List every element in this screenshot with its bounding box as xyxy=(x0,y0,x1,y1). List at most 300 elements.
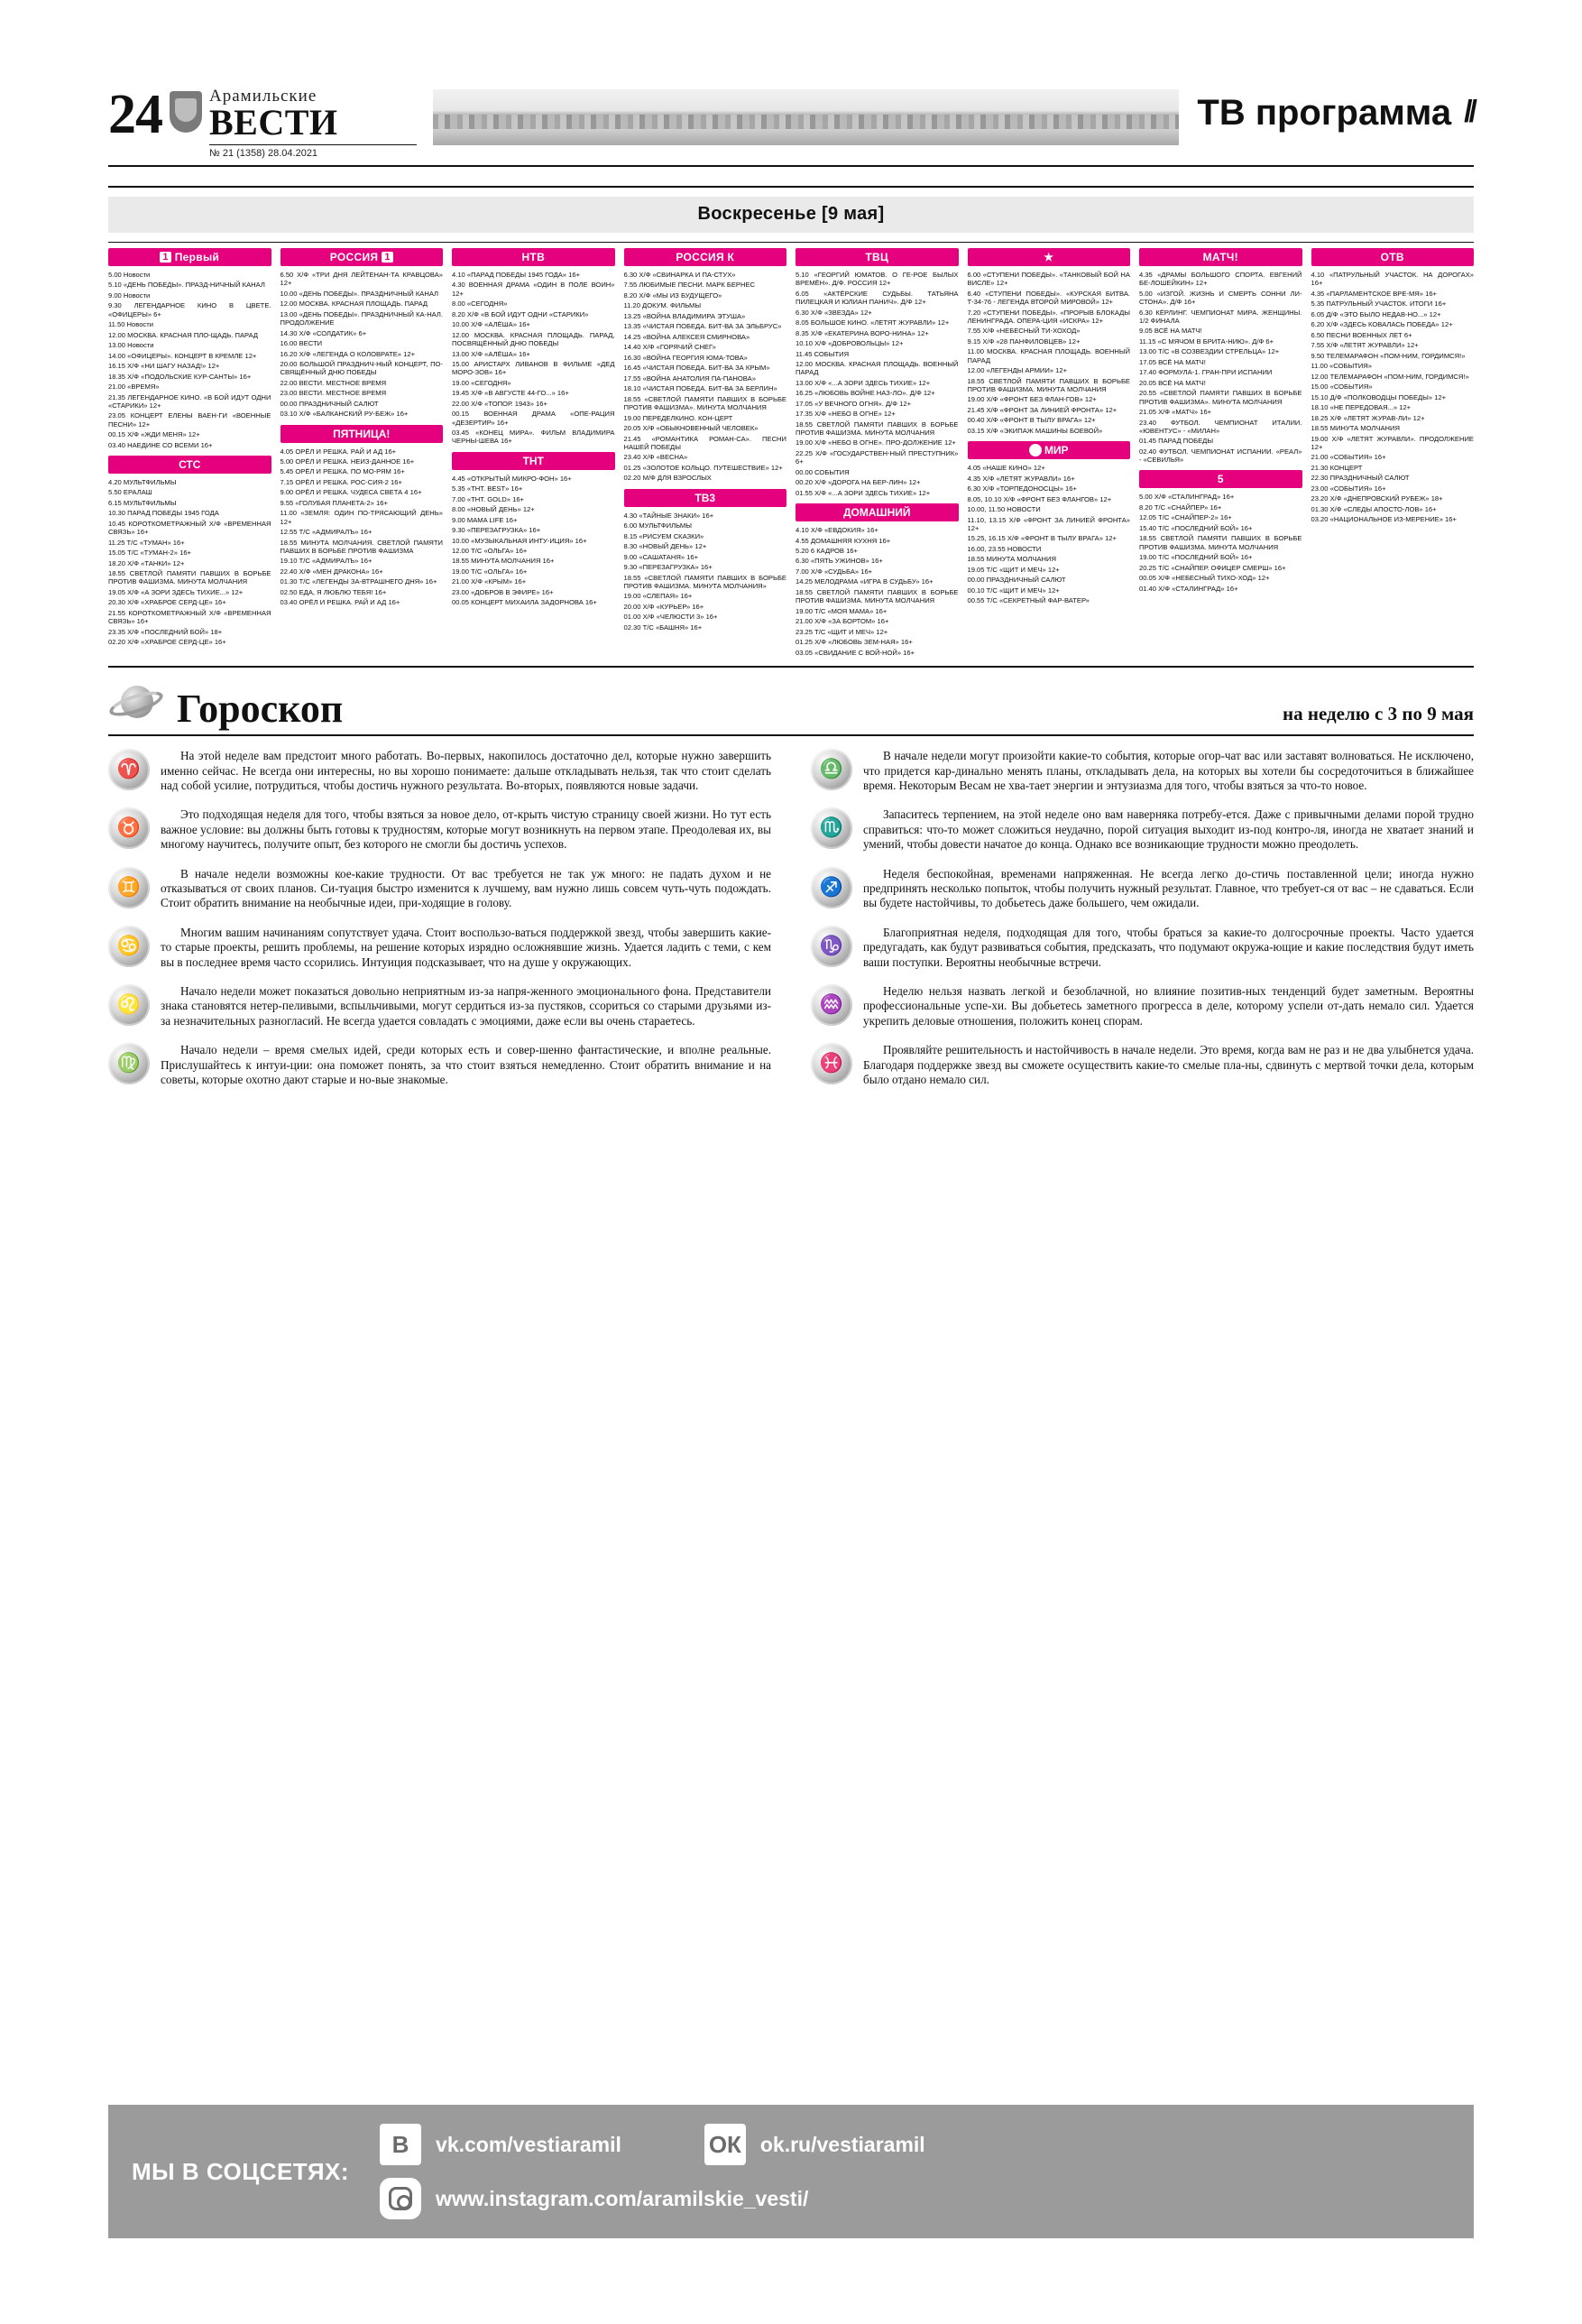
program-item: 19.00 ПЕРЕДЕЛКИНО. КОН-ЦЕРТ xyxy=(623,413,733,422)
program-list-tvc xyxy=(796,271,959,497)
program-item: 18.20 Х/Ф «ТАНКИ» 12+ xyxy=(108,558,185,567)
program-item: 16.30 «ВОЙНА ГЕОРГИЯ ЮМА-ТОВА» xyxy=(623,353,748,362)
program-item: 18.55 МИНУТА МОЛЧАНИЯ xyxy=(1311,424,1400,433)
program-item: 18.10 «НЕ ПЕРЕДОВАЯ...» 12+ xyxy=(1311,403,1412,412)
program-item: 18.55 СВЕТЛОЙ ПАМЯТИ ПАВШИХ В БОРЬБЕ ПРОТИВ ФАШИЗМА. МИНУТА МОЛЧАНИЯ xyxy=(796,587,959,605)
program-item: 00.10 Т/С «ЩИТ И МЕЧ» 12+ xyxy=(967,586,1060,595)
program-item: 4.05 ОРЁЛ И РЕШКА. РАЙ И АД 16+ xyxy=(280,447,397,456)
channel-name: МИР xyxy=(1044,444,1069,457)
horoscope-text: Проявляйте решительность и настойчивость в начале недели. Это время, когда вам не раз и не два улыбнется удача. Благодаря поддержке звезд вы сможете осуществить какие-то смелые пла-ны, сдвинуть с мертвой точки дела, которым было отдано немало сил. xyxy=(863,1043,1474,1087)
program-item: 19.00 Т/С «ПОСЛЕДНИЙ БОЙ» 16+ xyxy=(1139,553,1253,562)
program-item: 7.55 Х/Ф «НЕБЕСНЫЙ ТИ-ХОХОД» xyxy=(967,327,1081,336)
sagittarius-icon: ♐ xyxy=(811,867,852,908)
horoscope-entry xyxy=(108,749,771,793)
program-item: 22.40 Х/Ф «МЕН ДРАКОНА» 16+ xyxy=(280,567,383,576)
program-item: 16.00, 23.55 НОВОСТИ xyxy=(967,544,1042,553)
program-item: 6.30 «ПЯТЬ УЖИНОВ» 16+ xyxy=(796,557,883,566)
program-item: 00.05 КОНЦЕРТ МИХАИЛА ЗАДОРНОВА 16+ xyxy=(452,598,597,607)
program-item: 4.10 «ПАРАД ПОБЕДЫ 1945 ГОДА» 16+ xyxy=(452,271,581,279)
program-item: 8.20 Х/Ф «МЫ ИЗ БУДУЩЕГО» xyxy=(623,290,722,300)
program-item: 01.40 Х/Ф «СТАЛИНГРАД» 16+ xyxy=(1139,584,1238,593)
channel-logo-5kanal: 5 xyxy=(1139,470,1302,488)
program-item: 8.00 «СЕГОДНЯ» xyxy=(452,300,508,309)
program-item: 03.20 «НАЦИОНАЛЬНОЕ ИЗ-МЕРЕНИЕ» 16+ xyxy=(1311,515,1457,524)
program-item: 18.25 Х/Ф «ЛЕТЯТ ЖУРАВ-ЛИ» 12+ xyxy=(1311,413,1425,422)
program-item: 10.00 «ДЕНЬ ПОБЕДЫ». ПРАЗДНИЧНЫЙ КАНАЛ xyxy=(280,289,439,298)
instagram-link[interactable]: www.instagram.com/aramilskie_vesti/ xyxy=(436,2186,809,2210)
program-item: 6.50 ПЕСНИ ВОЕННЫХ ЛЕТ 6+ xyxy=(1311,330,1412,339)
aries-icon: ♈ xyxy=(108,749,150,790)
program-list-rossiya-k xyxy=(624,271,787,483)
taurus-icon: ♉ xyxy=(108,807,150,849)
program-item: 6.15 МУЛЬТФИЛЬМЫ xyxy=(108,498,177,507)
program-item: 8.20 Х/Ф «В БОЙ ИДУТ ОДНИ «СТАРИКИ» xyxy=(452,309,589,318)
capricorn-icon: ♑ xyxy=(811,926,852,967)
channel-column-rossiya-k xyxy=(624,248,787,659)
horoscope-text: Запаситесь терпением, на этой неделе оно вам наверняка потребу-ется. Даже с привычными делами порой трудно справиться: что-то может сложиться неудачно, порой ситуация выходит из-под контро-ля, иногда не хватает знаний и умений, чтобы довести начатое до конца. Однако все возникающие трудности можно преодолеть. xyxy=(863,807,1474,852)
vk-icon[interactable]: В xyxy=(380,2124,421,2165)
libra-icon: ♎ xyxy=(811,749,852,790)
program-item: 13.00 «ДЕНЬ ПОБЕДЫ». ПРАЗДНИЧНЫЙ КА-НАЛ. ПРОДОЛЖЕНИЕ xyxy=(280,309,443,327)
program-item: 10.00 Х/Ф «АЛЁША» 16+ xyxy=(452,320,530,329)
program-item: 13.00 Х/Ф «АЛЁША» 16+ xyxy=(452,349,530,358)
program-item: 14.00 «ОФИЦЕРЫ». КОНЦЕРТ В КРЕМЛЕ 12+ xyxy=(108,351,257,360)
horoscope-entry xyxy=(811,749,1474,793)
program-item: 00.15 ВОЕННАЯ ДРАМА «ОПЕ-РАЦИЯ «ДЕЗЕРТИР» 16+ xyxy=(452,410,615,427)
horoscope-text: Благоприятная неделя, подходящая для того, чтобы браться за какие-то долгосрочные проекты. Часто удается предугадать, как будут развиваться события, предсказать, что подумают окружа-ющие и какие последствия будут иметь ваши поступки. Вероятны необычные встречи. xyxy=(863,925,1474,969)
program-item: 21.00 Х/Ф «ЗА БОРТОМ» 16+ xyxy=(796,617,889,626)
horoscope-column-left xyxy=(108,749,771,1102)
program-item: 19.00 Т/С «МОЯ МАМА» 16+ xyxy=(796,606,888,615)
program-item: 4.35 «ДРАМЫ БОЛЬШОГО СПОРТА. ЕВГЕНИЙ БЕ-ЛОШЕЙКИН» 12+ xyxy=(1139,271,1302,288)
social-row-top xyxy=(380,2124,1450,2165)
city-crest-icon xyxy=(170,91,202,133)
channel-logo-rossiya1 xyxy=(281,248,444,266)
program-item: 4.55 ДОМАШНЯЯ КУХНЯ 16+ xyxy=(796,536,891,545)
gemini-icon: ♊ xyxy=(108,867,150,908)
program-item: 4.30 ВОЕННАЯ ДРАМА «ОДИН В ПОЛЕ ВОИН» 12+ xyxy=(452,281,615,298)
program-item: 02.50 ЕДА, Я ЛЮБЛЮ ТЕБЯ! 16+ xyxy=(280,587,387,596)
program-item: 15.25, 16.15 Х/Ф «ФРОНТ В ТЫЛУ ВРАГА» 12+ xyxy=(967,534,1117,543)
ok-icon[interactable]: ОК xyxy=(704,2124,746,2165)
program-item: 10.00 «МУЗЫКАЛЬНАЯ ИНТУ-ИЦИЯ» 16+ xyxy=(452,536,587,545)
program-item: 11.45 СОБЫТИЯ xyxy=(796,349,850,358)
channel-logo-sts: СТС xyxy=(108,456,271,474)
mir-circle-icon xyxy=(1029,444,1042,456)
horoscope-column-right xyxy=(811,749,1474,1102)
vk-link[interactable]: vk.com/vestiaramil xyxy=(436,2132,621,2156)
program-list-5kanal xyxy=(1139,493,1302,592)
program-item: 02.20 М/Ф ДЛЯ ВЗРОСЛЫХ xyxy=(623,474,712,483)
program-item: 6.40 «СТУПЕНИ ПОБЕДЫ». «КУРСКАЯ БИТВА. Т-34-76 - ЛЕГЕНДА ВТОРОЙ МИРОВОЙ» 12+ xyxy=(967,289,1130,307)
program-list-pyatnica xyxy=(281,447,444,607)
program-item: 9.30 «ПЕРЕЗАГРУЗКА» 16+ xyxy=(623,563,713,572)
program-item: 12.55 Т/С «АДМИРАЛЪ» 16+ xyxy=(280,528,373,537)
program-item: 17.05 ВСЁ НА МАТЧ! xyxy=(1139,357,1206,366)
program-item: 18.35 Х/Ф «ПОДОЛЬСКИЕ КУР-САНТЫ» 16+ xyxy=(108,372,252,381)
program-item: 16.00 ВЕСТИ xyxy=(280,339,323,348)
program-item: 03.40 НАЕДИНЕ СО ВСЕМИ 16+ xyxy=(108,440,213,449)
channel-name: РОССИЯ xyxy=(329,251,379,263)
program-list-mir xyxy=(968,464,1131,604)
program-list-otv xyxy=(1311,271,1475,524)
program-item: 5.00 Новости xyxy=(108,271,151,279)
program-item: 01.00 Х/Ф «ЧЕЛЮСТИ 3» 16+ xyxy=(623,613,718,622)
program-item: 8.30 «НОВЫЙ ДЕНЬ» 12+ xyxy=(623,542,707,551)
channel-column-tvc xyxy=(796,248,959,659)
program-item: 22.25 Х/Ф «ГОСУДАРСТВЕН-НЫЙ ПРЕСТУПНИК» 6+ xyxy=(796,448,959,466)
program-item: 5.20 6 КАДРОВ 16+ xyxy=(796,546,858,555)
program-item: 02.20 Х/Ф «ХРАБРОЕ СЕРД-ЦЕ» 16+ xyxy=(108,638,226,647)
saturn-planet-icon xyxy=(108,680,164,729)
program-item: 16.25 «ЛЮБОВЬ ВОЙНЕ НАЗ-ЛО». Д/Ф 12+ xyxy=(796,389,935,398)
program-item: 18.55 СВЕТЛОЙ ПАМЯТИ ПАВШИХ В БОРЬБЕ ПРОТИВ ФАШИЗМА. МИНУТА МОЛЧАНИЯ xyxy=(967,376,1130,393)
horoscope-text: Это подходящая неделя для того, чтобы взяться за новое дело, от-крыть чистую страницу своей жизни. Но тут есть важное условие: вы должны быть готовы к трудностям, которые могут возникнуть на первом этапе. Преодолевая их, вы многому научитесь, получите опыт, без которого не смогли бы достичь успехов. xyxy=(161,807,771,852)
program-item: 7.00 «ТНТ. GOLD» 16+ xyxy=(452,494,524,503)
pisces-icon: ♓ xyxy=(811,1043,852,1084)
channel-logo-perviy xyxy=(108,248,271,266)
program-item: 6.50 Х/Ф «ТРИ ДНЯ ЛЕЙТЕНАН-ТА КРАВЦОВА» 12+ xyxy=(280,271,443,288)
social-title: МЫ В СОЦСЕТЯХ: xyxy=(132,2157,350,2185)
channel-logo-zvezda: ★ xyxy=(968,248,1131,266)
program-item: 19.00 «СЕГОДНЯ» xyxy=(452,378,511,387)
program-list-match xyxy=(1139,271,1302,464)
program-item: 01.30 Х/Ф «СЛЕДЫ АПОСТО-ЛОВ» 16+ xyxy=(1311,504,1437,513)
virgo-icon: ♍ xyxy=(108,1043,150,1084)
program-item: 5.10 «ГЕОРГИЙ ЮМАТОВ. О ГЕ-РОЕ БЫЛЫХ ВРЕМЁН». Д/Ф. РОССИЯ 12+ xyxy=(796,271,959,288)
social-row-bottom xyxy=(380,2178,1450,2219)
program-item: 4.10 «ПАТРУЛЬНЫЙ УЧАСТОК. НА ДОРОГАХ» 16+ xyxy=(1311,271,1474,288)
program-item: 15.10 Д/Ф «ПОЛКОВОДЦЫ ПОБЕДЫ» 12+ xyxy=(1311,392,1447,401)
page-number: 24 xyxy=(108,84,162,145)
channel-logo-tvc: ТВЦ xyxy=(796,248,959,266)
program-item: 8.05, 10.10 Х/Ф «ФРОНТ БЕЗ ФЛАНГОВ» 12+ xyxy=(967,494,1112,503)
program-item: 18.55 «СВЕТЛОЙ ПАМЯТИ ПАВШИХ В БОРЬБЕ ПРОТИВ ФАШИЗМА». МИНУТА МОЛЧАНИЯ xyxy=(623,394,786,412)
program-item: 10.00, 11.50 НОВОСТИ xyxy=(967,505,1041,514)
program-list-domashniy xyxy=(796,526,959,657)
program-item: 16.45 «ЧИСТАЯ ПОБЕДА. БИТ-ВА ЗА КРЫМ» xyxy=(623,364,770,373)
program-item: 11.20 ДОКУМ. ФИЛЬМЫ xyxy=(623,301,702,310)
program-item: 18.10 «ЧИСТАЯ ПОБЕДА. БИТ-ВА ЗА БЕРЛИН» xyxy=(623,384,777,393)
program-item: 12.00 ТЕЛЕМАРАФОН «ПОМ-НИМ, ГОРДИМСЯ!» xyxy=(1311,372,1469,381)
horoscope-title: Гороскоп xyxy=(177,687,344,732)
horoscope-text: На этой неделе вам предстоит много работать. Во-первых, накопилось достаточно дел, которые нужно завершить именно сейчас. Не всегда они интересны, но вы хорошо понимаете: дальше откладывать нельзя, так что стоит сделать над собой усилие, потрудиться, чтобы достичь нужного результата. Во-вторых, появляются новые задачи. xyxy=(161,749,771,792)
horoscope-text: Многим вашим начинаниям сопутствует удача. Стоит воспользо-ваться поддержкой звезд, чтобы завершить какие-то старые проекты, решить проблемы, на решение которых изрядно осложнявшие жизнь. Удается ладить с теми, с кем вы в последнее время часто ссорились. Интуиция подсказывает, что на душе у окружающих. xyxy=(161,925,771,969)
program-item: 03.40 ОРЁЛ И РЕШКА. РАЙ И АД 16+ xyxy=(280,598,400,607)
program-list-ntv xyxy=(452,271,615,446)
paper-name-top: Арамильские xyxy=(209,87,317,106)
program-item: 4.45 «ОТКРЫТЫЙ МИКРО-ФОН» 16+ xyxy=(452,474,572,483)
cancer-icon: ♋ xyxy=(108,926,150,967)
program-item: 01.30 Т/С «ЛЕГЕНДЫ ЗА-ВТРАШНЕГО ДНЯ» 16+ xyxy=(280,577,437,586)
social-footer xyxy=(108,2105,1474,2238)
program-item: 21.00 Х/Ф «КРЫМ» 16+ xyxy=(452,577,527,586)
program-item: 9.00 «САШАТАНЯ» 16+ xyxy=(623,552,699,561)
program-item: 4.35 «ПАРЛАМЕНТСКОЕ ВРЕ-МЯ» 16+ xyxy=(1311,289,1437,298)
program-item: 4.30 «ТАЙНЫЕ ЗНАКИ» 16+ xyxy=(623,511,714,520)
program-item: 4.05 «НАШЕ КИНО» 12+ xyxy=(967,464,1045,473)
program-item: 00.05 Х/Ф «НЕБЕСНЫЙ ТИХО-ХОД» 12+ xyxy=(1139,574,1270,583)
horoscope-entry xyxy=(811,867,1474,911)
program-item: 21.55 КОРОТКОМЕТРАЖНЫЙ Х/Ф «ВРЕМЕННАЯ СВЯЗЬ» 16+ xyxy=(108,608,271,626)
program-item: 9.00 MAMA LIFE 16+ xyxy=(452,515,518,524)
program-item: 5.00 ОРЁЛ И РЕШКА. НЕИЗ-ДАННОЕ 16+ xyxy=(280,457,415,466)
program-item: 6.05 Д/Ф «ЭТО БЫЛО НЕДАВ-НО...» 12+ xyxy=(1311,309,1441,318)
program-item: 15.40 Т/С «ПОСЛЕДНИЙ БОЙ» 16+ xyxy=(1139,523,1253,532)
program-list-zvezda xyxy=(968,271,1131,435)
program-item: 5.35 ПАТРУЛЬНЫЙ УЧАСТОК. ИТОГИ 16+ xyxy=(1311,300,1447,309)
program-item: 19.00 Х/Ф «ФРОНТ БЕЗ ФЛАН-ГОВ» 12+ xyxy=(967,395,1097,404)
program-list-sts xyxy=(108,478,271,646)
program-item: 8.15 «РИСУЕМ СКАЗКИ» xyxy=(623,531,704,540)
program-item: 19.00 Х/Ф «НЕБО В ОГНЕ». ПРО-ДОЛЖЕНИЕ 12+ xyxy=(796,438,956,447)
program-item: 10.45 КОРОТКОМЕТРАЖНЫЙ Х/Ф «ВРЕМЕННАЯ СВЯЗЬ» 16+ xyxy=(108,519,271,537)
program-item: 00.00 ПРАЗДНИЧНЫЙ САЛЮТ xyxy=(280,399,379,408)
program-item: 03.15 Х/Ф «ЭКИПАЖ МАШИНЫ БОЕВОЙ» xyxy=(967,426,1103,435)
program-item: 19.00 Т/С «ОЛЬГА» 16+ xyxy=(452,567,528,576)
program-item: 13.00 Х/Ф «...А ЗОРИ ЗДЕСЬ ТИХИЕ» 12+ xyxy=(796,378,931,387)
program-item: 22.00 ВЕСТИ. МЕСТНОЕ ВРЕМЯ xyxy=(280,378,387,387)
program-item: 11.25 Т/С «ТУМАН» 16+ xyxy=(108,538,185,547)
program-item: 14.40 Х/Ф «ГОРЯЧИЙ СНЕГ» xyxy=(623,343,716,352)
program-item: 21.35 ЛЕГЕНДАРНОЕ КИНО. «В БОЙ ИДУТ ОДНИ «СТАРИКИ» 12+ xyxy=(108,392,271,410)
program-item: 9.55 «ГОЛУБАЯ ПЛАНЕТА-2» 16+ xyxy=(280,498,388,507)
program-item: 17.55 «ВОЙНА АНАТОЛИЯ ПА-ПАНОВА» xyxy=(623,374,756,383)
channel-column-rossiya1 xyxy=(281,248,444,659)
program-item: 9.50 ТЕЛЕМАРАФОН «ПОМ-НИМ, ГОРДИМСЯ!» xyxy=(1311,351,1466,360)
program-item: 15.00 «СОБЫТИЯ» xyxy=(1311,383,1373,392)
channel-column-ntv xyxy=(452,248,615,659)
program-item: 15.05 Т/С «ТУМАН-2» 16+ xyxy=(108,549,191,558)
channel-column-zvezda xyxy=(968,248,1131,659)
program-item: 23.40 ФУТБОЛ. ЧЕМПИОНАТ ИТАЛИИ. «ЮВЕНТУС» - «МИЛАН» xyxy=(1139,418,1302,435)
program-item: 5.50 ЕРАЛАШ xyxy=(108,488,152,497)
program-item: 10.30 ПАРАД ПОБЕДЫ 1945 ГОДА xyxy=(108,509,219,518)
program-item: 23.40 Х/Ф «ВЕСНА» xyxy=(623,453,688,462)
program-item: 6.20 Х/Ф «ЗДЕСЬ КОВАЛАСЬ ПОБЕДА» 12+ xyxy=(1311,320,1453,329)
program-item: 5.35 «ТНТ. BEST» 16+ xyxy=(452,484,523,493)
program-item: 20.00 БОЛЬШОЙ ПРАЗДНИЧ-НЫЙ КОНЦЕРТ, ПО-СВЯЩЁННЫЙ ДНЮ ПОБЕДЫ xyxy=(280,359,443,377)
social-links xyxy=(380,2124,1450,2219)
horoscope-entry xyxy=(108,926,771,970)
program-item: 17.05 «У ВЕЧНОГО ОГНЯ». Д/Ф 12+ xyxy=(796,399,911,408)
program-item: 12.00 МОСКВА. КРАСНАЯ ПЛОЩАДЬ. ВОЕННЫЙ ПАРАД xyxy=(796,359,959,377)
program-item: 18.55 СВЕТЛОЙ ПАМЯТИ ПАВШИХ В БОРЬБЕ ПРОТИВ ФАШИЗМА. МИНУТА МОЛЧАНИЯ xyxy=(1139,534,1302,551)
program-item: 20.05 Х/Ф «ОБЫКНОВЕННЫЙ ЧЕЛОВЕК» xyxy=(623,424,759,433)
program-item: 23.00 «СОБЫТИЯ» 16+ xyxy=(1311,484,1386,493)
program-item: 4.20 МУЛЬТФИЛЬМЫ xyxy=(108,477,177,486)
program-list-rossiya1 xyxy=(281,271,444,419)
program-item: 6.00 МУЛЬТФИЛЬМЫ xyxy=(623,521,692,530)
program-item: 5.45 ОРЁЛ И РЕШКА. ПО МО-РЯМ 16+ xyxy=(280,467,405,476)
program-item: 6.30 Х/Ф «СВИНАРКА И ПА-СТУХ» xyxy=(623,271,736,279)
horoscope-entry xyxy=(811,984,1474,1028)
program-item: 20.30 Х/Ф «ХРАБРОЕ СЕРД-ЦЕ» 16+ xyxy=(108,598,226,607)
program-item: 13.00 Т/С «В СОЗВЕЗДИИ СТРЕЛЬЦА» 12+ xyxy=(1139,347,1280,356)
ok-link[interactable]: ok.ru/vestiaramil xyxy=(759,2132,925,2156)
program-item: 23.00 ВЕСТИ. МЕСТНОЕ ВРЕМЯ xyxy=(280,389,387,398)
program-item: 21.45 «РОМАНТИКА РОМАН-СА». ПЕСНИ НАШЕЙ ПОБЕДЫ xyxy=(623,434,786,451)
program-item: 18.55 МИНУТА МОЛЧАНИЯ 16+ xyxy=(452,557,555,566)
program-item: 11.00 «СОБЫТИЯ» xyxy=(1311,362,1373,371)
program-item: 23.25 Т/С «ЩИТ И МЕЧ» 12+ xyxy=(796,627,888,636)
program-item: 01.45 ПАРАД ПОБЕДЫ xyxy=(1139,437,1214,446)
horoscope-entry xyxy=(108,867,771,911)
program-item: 5.00 «ИЗГОЙ. ЖИЗНЬ И СМЕРТЬ СОННИ ЛИ-СТОНА». Д/Ф 16+ xyxy=(1139,289,1302,307)
horoscope-columns xyxy=(108,749,1474,1102)
newspaper-page xyxy=(0,86,1582,2324)
program-item: 20.25 Т/С «СНАЙПЕР. ОФИЦЕР СМЕРШ» 16+ xyxy=(1139,563,1286,572)
program-item: 19.45 Х/Ф «В АВГУСТЕ 44-ГО...» 16+ xyxy=(452,389,569,398)
channel-logo-tnt: ТНТ xyxy=(452,452,615,470)
program-item: 19.00 Х/Ф «ЛЕТЯТ ЖУРАВЛИ». ПРОДОЛЖЕНИЕ 12+ xyxy=(1311,434,1474,451)
program-item: 18.55 «СВЕТЛОЙ ПАМЯТИ ПАВШИХ В БОРЬБЕ ПРОТИВ ФАШИЗМА. МИНУТА МОЛЧАНИЯ» xyxy=(623,573,786,590)
program-item: 7.55 Х/Ф «ЛЕТЯТ ЖУРАВЛИ» 12+ xyxy=(1311,341,1419,350)
program-item: 19.10 Т/С «АДМИРАЛЪ» 16+ xyxy=(280,557,373,566)
channel-column-match xyxy=(1139,248,1302,659)
program-item: 20.55 «СВЕТЛОЙ ПАМЯТИ ПАВШИХ В БОРЬБЕ ПРОТИВ ФАШИЗМА». МИНУТА МОЛЧАНИЯ xyxy=(1139,389,1302,406)
program-item: 21.45 Х/Ф «ФРОНТ ЗА ЛИНИЕЙ ФРОНТА» 12+ xyxy=(967,405,1118,414)
program-item: 19.05 Т/С «ЩИТ И МЕЧ» 12+ xyxy=(967,565,1060,574)
program-item: 7.15 ОРЁЛ И РЕШКА. РОС-СИЯ-2 16+ xyxy=(280,477,402,486)
paper-name-main: ВЕСТИ xyxy=(209,102,338,143)
program-item: 18.55 МИНУТА МОЛЧАНИЯ. СВЕТЛОЙ ПАМЯТИ ПАВШИХ В БОРЬБЕ ПРОТИВ ФАШИЗМА xyxy=(280,538,443,555)
program-item: 11.00 «ЗЕМЛЯ: ОДИН ПО-ТРЯСАЮЩИЙ ДЕНЬ» 12+ xyxy=(280,509,443,526)
program-item: 7.20 «СТУПЕНИ ПОБЕДЫ». «ПРОРЫВ БЛОКАДЫ ЛЕНИНГРАДА. ОПЕРА-ЦИЯ «ИСКРА» 12+ xyxy=(967,308,1130,325)
program-item: 4.10 Х/Ф «ЕВДОКИЯ» 16+ xyxy=(796,526,878,535)
program-item: 18.55 СВЕТЛОЙ ПАМЯТИ ПАВШИХ В БОРЬБЕ ПРОТИВ ФАШИЗМА. МИНУТА МОЛЧАНИЯ xyxy=(108,569,271,586)
program-item: 21.00 «СОБЫТИЯ» 16+ xyxy=(1311,453,1386,462)
program-item: 00.40 Х/Ф «ФРОНТ В ТЫЛУ ВРАГА» 12+ xyxy=(967,416,1096,425)
horoscope-text: Начало недели – время смелых идей, среди которых есть и совер-шенно фантастические, и вполне реальные. Прислушайтесь к интуи-ции: она поможет понять, за что стоит взяться немедленно. Стоит обратить внимание и на советы, которые охотно дают старые и но-вые знакомые. xyxy=(161,1043,771,1087)
channel-badge: 1 xyxy=(160,252,170,263)
tv-schedule-grid xyxy=(108,242,1474,659)
program-item: 00.15 Х/Ф «ЖДИ МЕНЯ» 12+ xyxy=(108,430,200,439)
city-panorama-image xyxy=(433,89,1179,145)
program-item: 7.55 ЛЮБИМЫЕ ПЕСНИ. МАРК БЕРНЕС xyxy=(623,281,756,290)
channel-logo-ntv: НТВ xyxy=(452,248,615,266)
program-item: 11.00 МОСКВА. КРАСНАЯ ПЛОЩАДЬ. ВОЕННЫЙ ПАРАД xyxy=(967,347,1130,364)
channel-logo-domashniy: ДОМАШНИЙ xyxy=(796,503,959,521)
program-item: 11.50 Новости xyxy=(108,320,153,329)
program-item: 13.25 «ВОЙНА ВЛАДИМИРА ЭТУША» xyxy=(623,311,746,320)
tv-grid-bottom-rule xyxy=(108,666,1474,668)
scorpio-icon: ♏ xyxy=(811,807,852,849)
program-item: 12.00 МОСКВА. КРАСНАЯ ПЛОЩАДЬ. ПАРАД xyxy=(280,300,428,309)
program-item: 01.25 Х/Ф «ЛЮБОВЬ ЗЕМ-НАЯ» 16+ xyxy=(796,638,913,647)
program-item: 6.05 «АКТЁРСКИЕ СУДЬБЫ. ТАТЬЯНА ПИЛЕЦКАЯ И ЮЛИАН ПАНИЧ». Д/Ф 12+ xyxy=(796,289,959,307)
horoscope-section xyxy=(108,680,1474,1102)
program-item: 6.30 Х/Ф «ТОРПЕДОНОСЦЫ» 16+ xyxy=(967,484,1077,493)
program-item: 6.30 Х/Ф «ЗВЕЗДА» 12+ xyxy=(796,308,872,317)
channel-column-otv xyxy=(1311,248,1475,659)
issue-line: № 21 (1358) 28.04.2021 xyxy=(209,144,417,159)
horoscope-entry xyxy=(811,1043,1474,1087)
program-item: 20.05 ВСЁ НА МАТЧ! xyxy=(1139,378,1206,387)
program-list-tnt xyxy=(452,475,615,607)
program-item: 21.05 Х/Ф «МАТЧ» 16+ xyxy=(1139,408,1212,417)
program-item: 14.25 «ВОЙНА АЛЕКСЕЯ СМИРНОВА» xyxy=(623,332,750,341)
program-item: 8.35 Х/Ф «ЕКАТЕРИНА ВОРО-НИНА» 12+ xyxy=(796,328,929,337)
masthead xyxy=(108,86,1474,180)
program-item: 10.10 Х/Ф «ДОБРОВОЛЬЦЫ» 12+ xyxy=(796,339,904,348)
decorative-slashes: // xyxy=(1464,95,1474,129)
program-item: 01.55 Х/Ф «...А ЗОРИ ЗДЕСЬ ТИХИЕ» 12+ xyxy=(796,488,931,497)
header-bottom-rule xyxy=(108,186,1474,188)
program-item: 8.05 БОЛЬШОЕ КИНО. «ЛЕТЯТ ЖУРАВЛИ» 12+ xyxy=(796,318,950,327)
program-item: 13.35 «ЧИСТАЯ ПОБЕДА. БИТ-ВА ЗА ЭЛЬБРУС» xyxy=(623,322,782,331)
program-item: 14.30 Х/Ф «СОЛДАТИК» 6+ xyxy=(280,328,367,337)
paper-title-block xyxy=(209,88,417,159)
program-item: 12.00 МОСКВА. КРАСНАЯ ПЛОЩАДЬ. ПАРАД, ПОСВЯЩЁННЫЙ ДНЮ ПОБЕДЫ xyxy=(452,330,615,348)
program-item: 12.05 Т/С «СНАЙПЕР-2» 16+ xyxy=(1139,513,1232,522)
section-title: ТВ программа xyxy=(1197,93,1452,133)
program-item: 9.15 Х/Ф «28 ПАНФИЛОВЦЕВ» 12+ xyxy=(967,337,1081,346)
program-item: 17.40 ФОРМУЛА-1. ГРАН-ПРИ ИСПАНИИ xyxy=(1139,368,1273,377)
program-list-perviy xyxy=(108,271,271,449)
program-item: 21.00 «ВРЕМЯ» xyxy=(108,383,160,392)
program-item: 9.00 Новости xyxy=(108,290,151,300)
horoscope-subtitle: на неделю с 3 по 9 мая xyxy=(1283,703,1474,725)
channel-logo-rossiya-k: РОССИЯ К xyxy=(624,248,787,266)
aquarius-icon: ♒ xyxy=(811,984,852,1026)
channel-logo-otv: ОТВ xyxy=(1311,248,1475,266)
instagram-icon[interactable] xyxy=(380,2178,421,2219)
program-item: 12.00 МОСКВА. КРАСНАЯ ПЛО-ЩАДЬ. ПАРАД xyxy=(108,330,259,339)
program-item: 00.55 Т/С «СЕКРЕТНЫЙ ФАР-ВАТЕР» xyxy=(967,596,1090,605)
program-item: 03.05 «СВИДАНИЕ С ВОЙ-НОЙ» 16+ xyxy=(796,648,915,657)
program-item: 23.00 «ДОБРОВ В ЭФИРЕ» 16+ xyxy=(452,587,554,596)
program-item: 22.00 Х/Ф «ТОПОР. 1943» 16+ xyxy=(452,399,547,408)
program-list-tv3 xyxy=(624,512,787,632)
program-item: 16.20 Х/Ф «ЛЕГЕНДА О КОЛОВРАТЕ» 12+ xyxy=(280,349,415,358)
program-item: 9.00 ОРЁЛ И РЕШКА. ЧУДЕСА СВЕТА 4 16+ xyxy=(280,488,422,497)
channel-name: Первый xyxy=(174,251,220,263)
program-item: 00.20 Х/Ф «ДОРОГА НА БЕР-ЛИН» 12+ xyxy=(796,478,921,487)
channel-column-perviy xyxy=(108,248,271,659)
program-item: 19.05 Х/Ф «А ЗОРИ ЗДЕСЬ ТИХИЕ...» 12+ xyxy=(108,587,244,596)
program-item: 9.30 «ПЕРЕЗАГРУЗКА» 16+ xyxy=(452,526,541,535)
program-item: 9.30 ЛЕГЕНДАРНОЕ КИНО В ЦВЕТЕ. «ОФИЦЕРЫ» 6+ xyxy=(108,301,271,318)
program-item: 8.00 «НОВЫЙ ДЕНЬ» 12+ xyxy=(452,505,535,514)
program-item: 16.15 Х/Ф «НИ ШАГУ НАЗАД!» 12+ xyxy=(108,362,220,371)
horoscope-entry xyxy=(108,984,771,1028)
program-item: 02.40 ФУТБОЛ. ЧЕМПИОНАТ ИСПАНИИ. «РЕАЛ» - «СЕВИЛЬЯ» xyxy=(1139,447,1302,465)
program-item: 00.00 СОБЫТИЯ xyxy=(796,467,850,476)
program-item: 11.10, 13.15 Х/Ф «ФРОНТ ЗА ЛИНИЕЙ ФРОНТА» 12+ xyxy=(967,515,1130,532)
program-item: 23.05 КОНЦЕРТ ЕЛЕНЫ ВАЕН-ГИ «ВОЕННЫЕ ПЕСНИ» 12+ xyxy=(108,411,271,429)
program-item: 8.20 Т/С «СНАЙПЕР» 16+ xyxy=(1139,503,1222,512)
program-item: 23.35 Х/Ф «ПОСЛЕДНИЙ БОЙ» 18+ xyxy=(108,627,223,636)
program-item: 11.15 «С МЯЧОМ В БРИТА-НИЮ». Д/Ф 6+ xyxy=(1139,337,1274,346)
program-item: 5.10 «ДЕНЬ ПОБЕДЫ». ПРАЗД-НИЧНЫЙ КАНАЛ xyxy=(108,281,265,290)
horoscope-text: В начале недели могут произойти какие-то события, которые огор-чат вас или заставят волноваться. Не исключено, что придется кар-динально менять планы, откладывать дела, на которых вы хотели бы сосредоточиться в ближайшее время. Некоторым Весам не хва-тает энергии и энтузиазма для того, чтобы взяться за что-то новое. xyxy=(863,749,1474,792)
program-item: 22.30 ПРАЗДНИЧНЫЙ САЛЮТ xyxy=(1311,474,1410,483)
program-item: 00.00 ПРАЗДНИЧНЫЙ САЛЮТ xyxy=(967,576,1066,585)
leo-icon: ♌ xyxy=(108,984,150,1026)
program-item: 23.20 Х/Ф «ДНЕПРОВСКИЙ РУБЕЖ» 18+ xyxy=(1311,494,1443,503)
horoscope-text: Неделю нельзя назвать легкой и безоблачной, но влияние позитив-ных тенденций будет заметным. Вероятны профессиональные успе-хи. Вы добьетесь заметного прогресса в деле, которому успели от-дать немало сил. Удается укрепить деловые отношения, положить конец спорам. xyxy=(863,984,1474,1028)
horoscope-entry xyxy=(811,926,1474,970)
program-item: 14.25 МЕЛОДРАМА «ИГРА В СУДЬБУ» 16+ xyxy=(796,577,934,586)
program-item: 12.00 «ЛЕГЕНДЫ АРМИИ» 12+ xyxy=(967,366,1068,375)
program-item: 6.00 «СТУПЕНИ ПОБЕДЫ». «ТАНКОВЫЙ БОЙ НА ВИСЛЕ» 12+ xyxy=(967,271,1130,288)
program-item: 17.35 Х/Ф «НЕБО В ОГНЕ» 12+ xyxy=(796,410,896,419)
horoscope-text: Начало недели может показаться довольно неприятным из-за напря-женного эмоционального фона. Представители знака становятся нетер-пеливыми, вспыльчивыми, могут сердиться из-за пустяков, ссориться со старыми друзьями из-за незначительных разногласий. Не всегда удается совладать с эмоциями, даже если вы очень стараетесь. xyxy=(161,984,771,1028)
program-item: 7.00 Х/Ф «СУДЬБА» 16+ xyxy=(796,567,873,576)
program-item: 02.30 Т/С «БАШНЯ» 16+ xyxy=(623,622,703,632)
channel-logo-mir xyxy=(968,441,1131,459)
